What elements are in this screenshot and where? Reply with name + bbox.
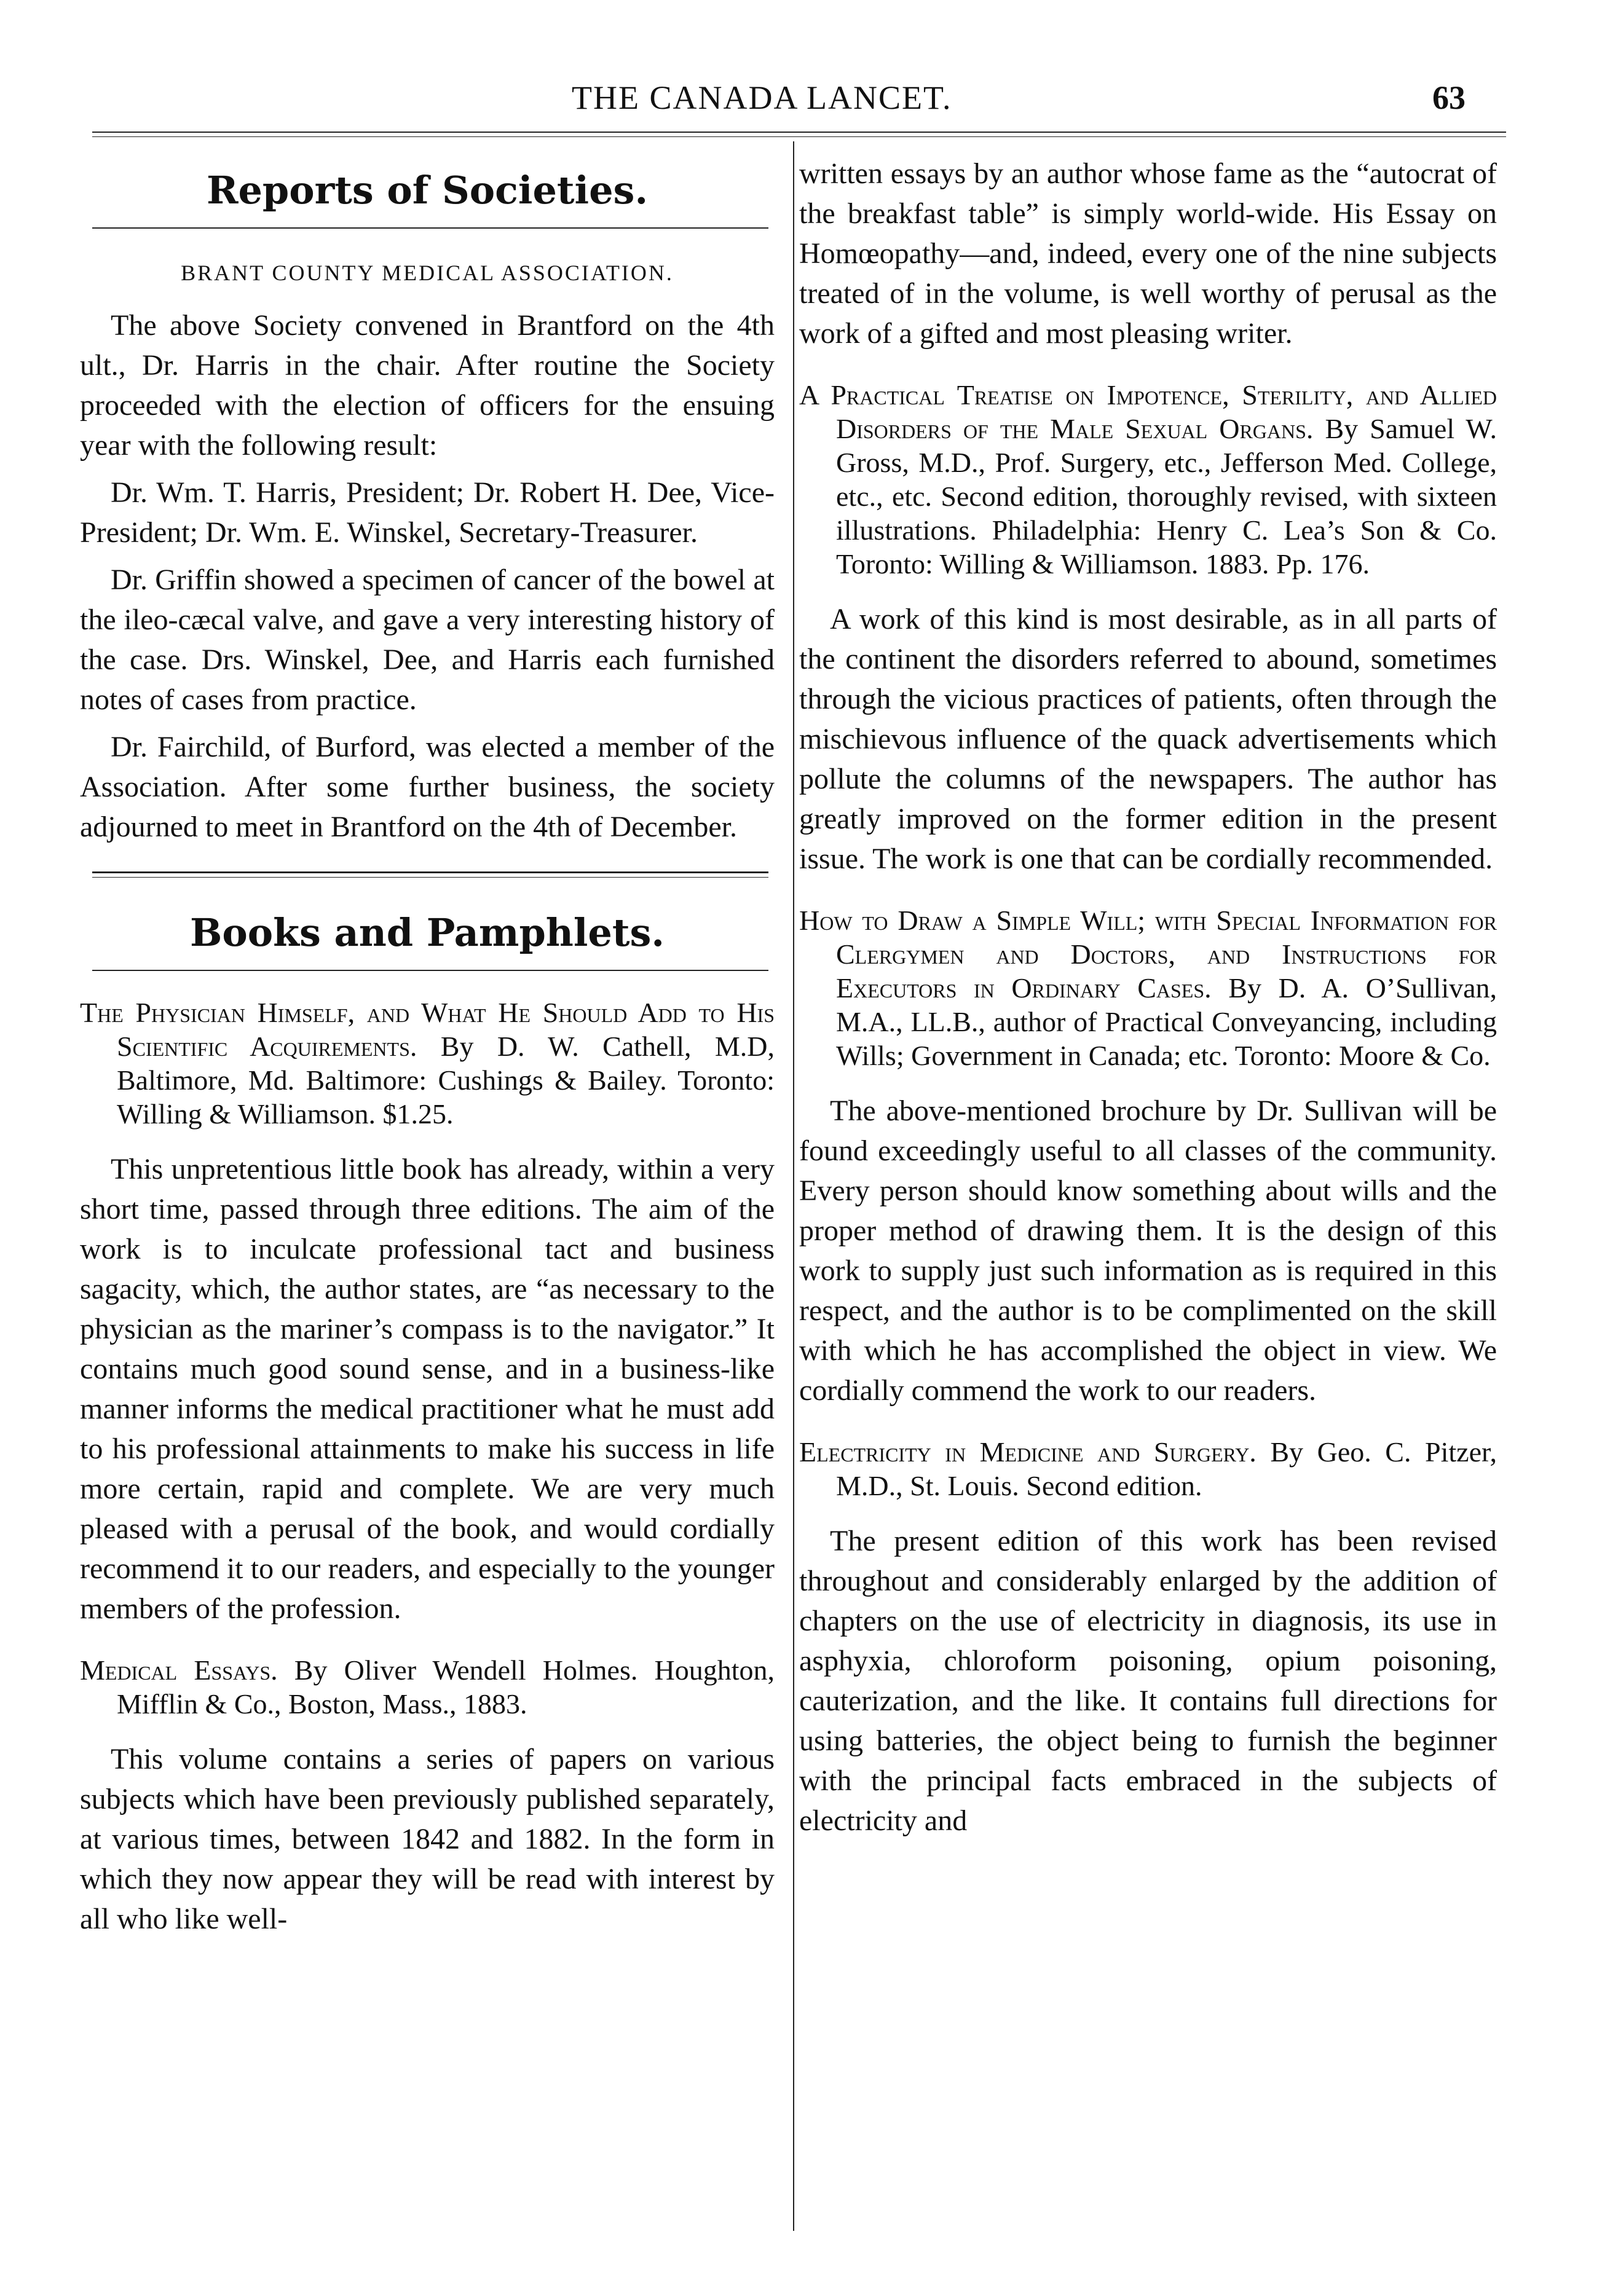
book-review: This unpretentious little book has already, within a very short time, passed through three editions. The aim of the work is to inculcate professional tact and business sagacity, which, the author states, are “as necessary to the physician as the mariner’s compass is to the navigator.” It contains much good sound sense, and in a business-like manner informs the medical practitioner what he must add to his professional attainments to make his success in life more certain, rapid and complete. We are very much pleased with a perusal of the book, and would cordially recommend it to our readers, and especially to the younger members of the profession. (80, 1153, 775, 1625)
society-name: BRANT COUNTY MEDICAL ASSOCIATION. (181, 261, 674, 285)
book-review: A work of this kind is most desirable, as in all parts of the continent the disorders referred to abound, sometimes through the vicious practices of patients, often through the mischievous influence of the quack advertisements which pollute the columns of the newspapers. The author has greatly improved on the former edition in the present issue. The work is one that can be cordially recommended. (799, 603, 1497, 875)
book-title: Electricity in Medicine and Surgery. (799, 1436, 1257, 1468)
book-review-continued: written essays by an author whose fame as the “autocrat of the breakfast table” is simply world-wide. His Essay on Homœopathy—and, indeed, every one of the nine subjects treated of in the volume, is well worthy of perusal as the work of a gifted and most pleasing writer. (799, 157, 1497, 350)
book-entry (799, 378, 1497, 581)
book-title: A Practical Treatise on Impotence, Sterility, and Allied Disorders of the Male Sexual Organs. (799, 379, 1497, 444)
book-entry (799, 903, 1497, 1072)
right-column (799, 154, 1497, 1848)
book-entry (80, 1653, 775, 1721)
section-divider (92, 871, 768, 878)
society-paragraph: Dr. Fairchild, of Burford, was elected a member of the Association. After some further business, the society adjourned to meet in Brantford on the 4th of December. (80, 731, 775, 843)
left-column (80, 154, 775, 1946)
book-entry (799, 1435, 1497, 1503)
book-entry (80, 996, 775, 1131)
book-details: By D. W. Cathell, M.D, Baltimore, Md. Baltimore: Cushings & Bailey. Toronto: Willing & Williamson. $1.25. (117, 1031, 775, 1130)
books-heading: Books and Pamphlets. (189, 910, 665, 955)
book-details: By Geo. C. Pitzer, M.D., St. Louis. Second edition. (836, 1436, 1497, 1501)
society-paragraph: Dr. Griffin showed a specimen of cancer of the bowel at the ileo-cæcal valve, and gave a very interesting history of the case. Drs. Winskel, Dee, and Harris each furnished notes of cases from practice. (80, 564, 775, 716)
society-paragraph: The above Society convened in Brantford on the 4th ult., Dr. Harris in the chair. After routine the Society proceeded with the election of officers for the ensuing year with the following result: (80, 309, 775, 462)
book-review: The present edition of this work has been revised throughout and considerably enlarged by the addition of chapters on the use of electricity in diagnosis, its use in asphyxia, chloroform poisoning, opium poisoning, cauterization, and the like. It contains full directions for using batteries, the object being to furnish the beginner with the principal facts embraced in the subjects of electricity and (799, 1525, 1497, 1837)
running-head (0, 79, 1602, 128)
book-details: By Oliver Wendell Holmes. Houghton, Mifflin & Co., Boston, Mass., 1883. (117, 1654, 775, 1720)
book-review: This volume contains a series of papers on various subjects which have been previously published separately, at various times, between 1842 and 1882. In the form in which they now appear they will be read with interest by all who like well- (80, 1743, 775, 1935)
page-number: 63 (1432, 79, 1466, 116)
book-details: By D. A. O’Sullivan, M.A., LL.B., author of Practical Conveyancing, including Wills; Government in Canada; etc. Toronto: Moore & Co. (836, 972, 1497, 1071)
book-title: How to Draw a Simple Will; with Special Information for Clergymen and Doctors, and Instructions for Executors in Ordinary Cases. (799, 905, 1497, 1004)
heading-rule (92, 227, 768, 229)
column-divider (793, 141, 794, 2231)
heading-rule (92, 970, 768, 971)
book-details: By Samuel W. Gross, M.D., Prof. Surgery, etc., Jefferson Med. College, etc., etc. Second edition, thoroughly revised, with sixteen illustrations. Philadelphia: Henry C. Lea’s Son & Co. Toronto: Willing & Williamson. 1883. Pp. 176. (836, 413, 1497, 580)
book-title: The Physician Himself, and What He Should Add to His Scientific Acquirements. (80, 997, 775, 1062)
book-title: Medical Essays. (80, 1654, 278, 1686)
header-rule (92, 132, 1506, 137)
reports-heading: Reports of Societies. (206, 168, 649, 213)
book-review: The above-mentioned brochure by Dr. Sullivan will be found exceedingly useful to all classes of the community. Every person should know something about wills and the proper method of drawing them. It is the design of this work to supply just such information as is required in this respect, and the author is to be complimented on the skill with which he has accomplished the object in view. We cordially commend the work to our readers. (799, 1095, 1497, 1407)
society-paragraph: Dr. Wm. T. Harris, President; Dr. Robert H. Dee, Vice-President; Dr. Wm. E. Winskel, Secretary-Treasurer. (80, 476, 775, 549)
journal-title: THE CANADA LANCET. (572, 79, 952, 116)
